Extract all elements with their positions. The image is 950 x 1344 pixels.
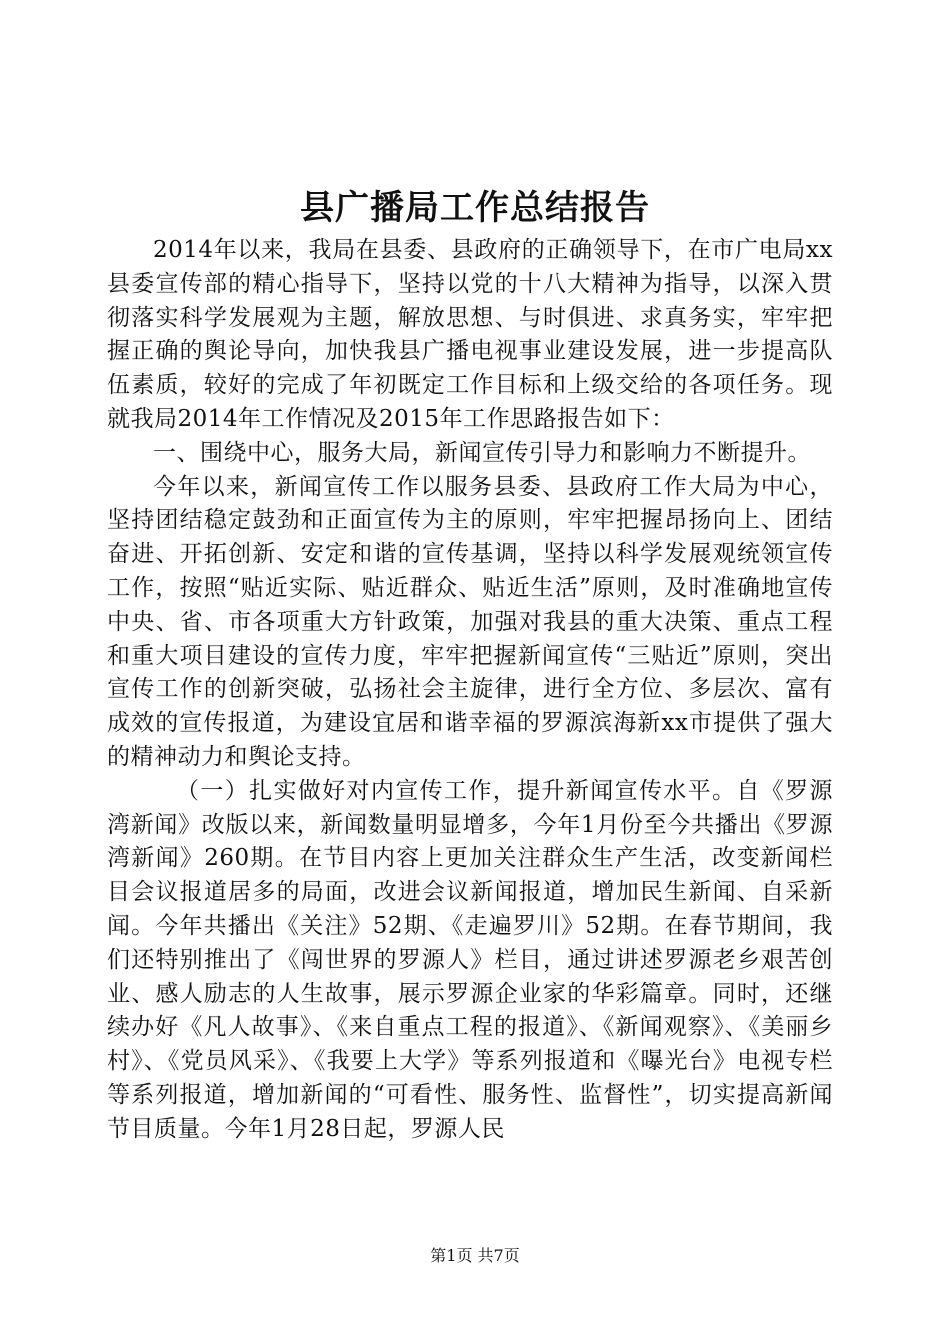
paragraph-subsection-one: （一）扎实做好对内宣传工作，提升新闻宣传水平。自《罗源湾新闻》改版以来，新闻数量明显增多，今年1月份至今共播出《罗源湾新闻》260期。在节目内容上更加关注群众生产生活，改变新闻栏目会议报道居多的局面，改进会议新闻报道，增加民生新闻、自采新闻。今年共播出《关注》52期、《走遍罗川》52期。在春节期间，我们还特别推出了《闯世界的罗源人》栏目，通过讲述罗源老乡艰苦创业、感人励志的人生故事，展示罗源企业家的华彩篇章。同时，还继续办好《凡人故事》、《来自重点工程的报道》、《新闻观察》、《美丽乡村》、《党员风采》、《我要上大学》等系列报道和《曝光台》电视专栏等系列报道，增加新闻的“可看性、服务性、监督性”，切实提高新闻节目质量。今年1月28日起，罗源人民 xyxy=(107,777,833,1142)
document-title: 县广播局工作总结报告 xyxy=(300,188,650,228)
page-footer: 第1页 共7页 xyxy=(430,1246,520,1265)
paragraph-news-overview: 今年以来，新闻宣传工作以服务县委、县政府工作大局为中心，坚持团结稳定鼓劲和正面宣传为主的原则，牢牢把握昂扬向上、团结奋进、开拓创新、安定和谐的宣传基调，坚持以科学发展观统领宣传工作，按照“贴近实际、贴近群众、贴近生活”原则，及时准确地宣传中央、省、市各项重大方针政策，加强对我县的重大决策、重点工程和重大项目建设的宣传力度，牢牢把握新闻宣传“三贴近”原则，突出宣传工作的创新突破，弘扬社会主旋律，进行全方位、多层次、富有成效的宣传报道，为建设宜居和谐幸福的罗源滨海新xx市提供了强大的精神动力和舆论支持。 xyxy=(107,473,833,770)
section-heading: 一、围绕中心，服务大局，新闻宣传引导力和影响力不断提升。 xyxy=(153,439,811,466)
document-body xyxy=(107,234,833,1147)
paragraph-intro: 2014年以来，我局在县委、县政府的正确领导下，在市广电局xx县委宣传部的精心指导下，坚持以党的十八大精神为指导，以深入贯彻落实科学发展观为主题，解放思想、与时俱进、求真务实，牢牢把握正确的舆论导向，加快我县广播电视事业建设发展，进一步提高队伍素质，较好的完成了年初既定工作目标和上级交给的各项任务。现就我局2014年工作情况及2015年工作思路报告如下： xyxy=(107,237,833,432)
